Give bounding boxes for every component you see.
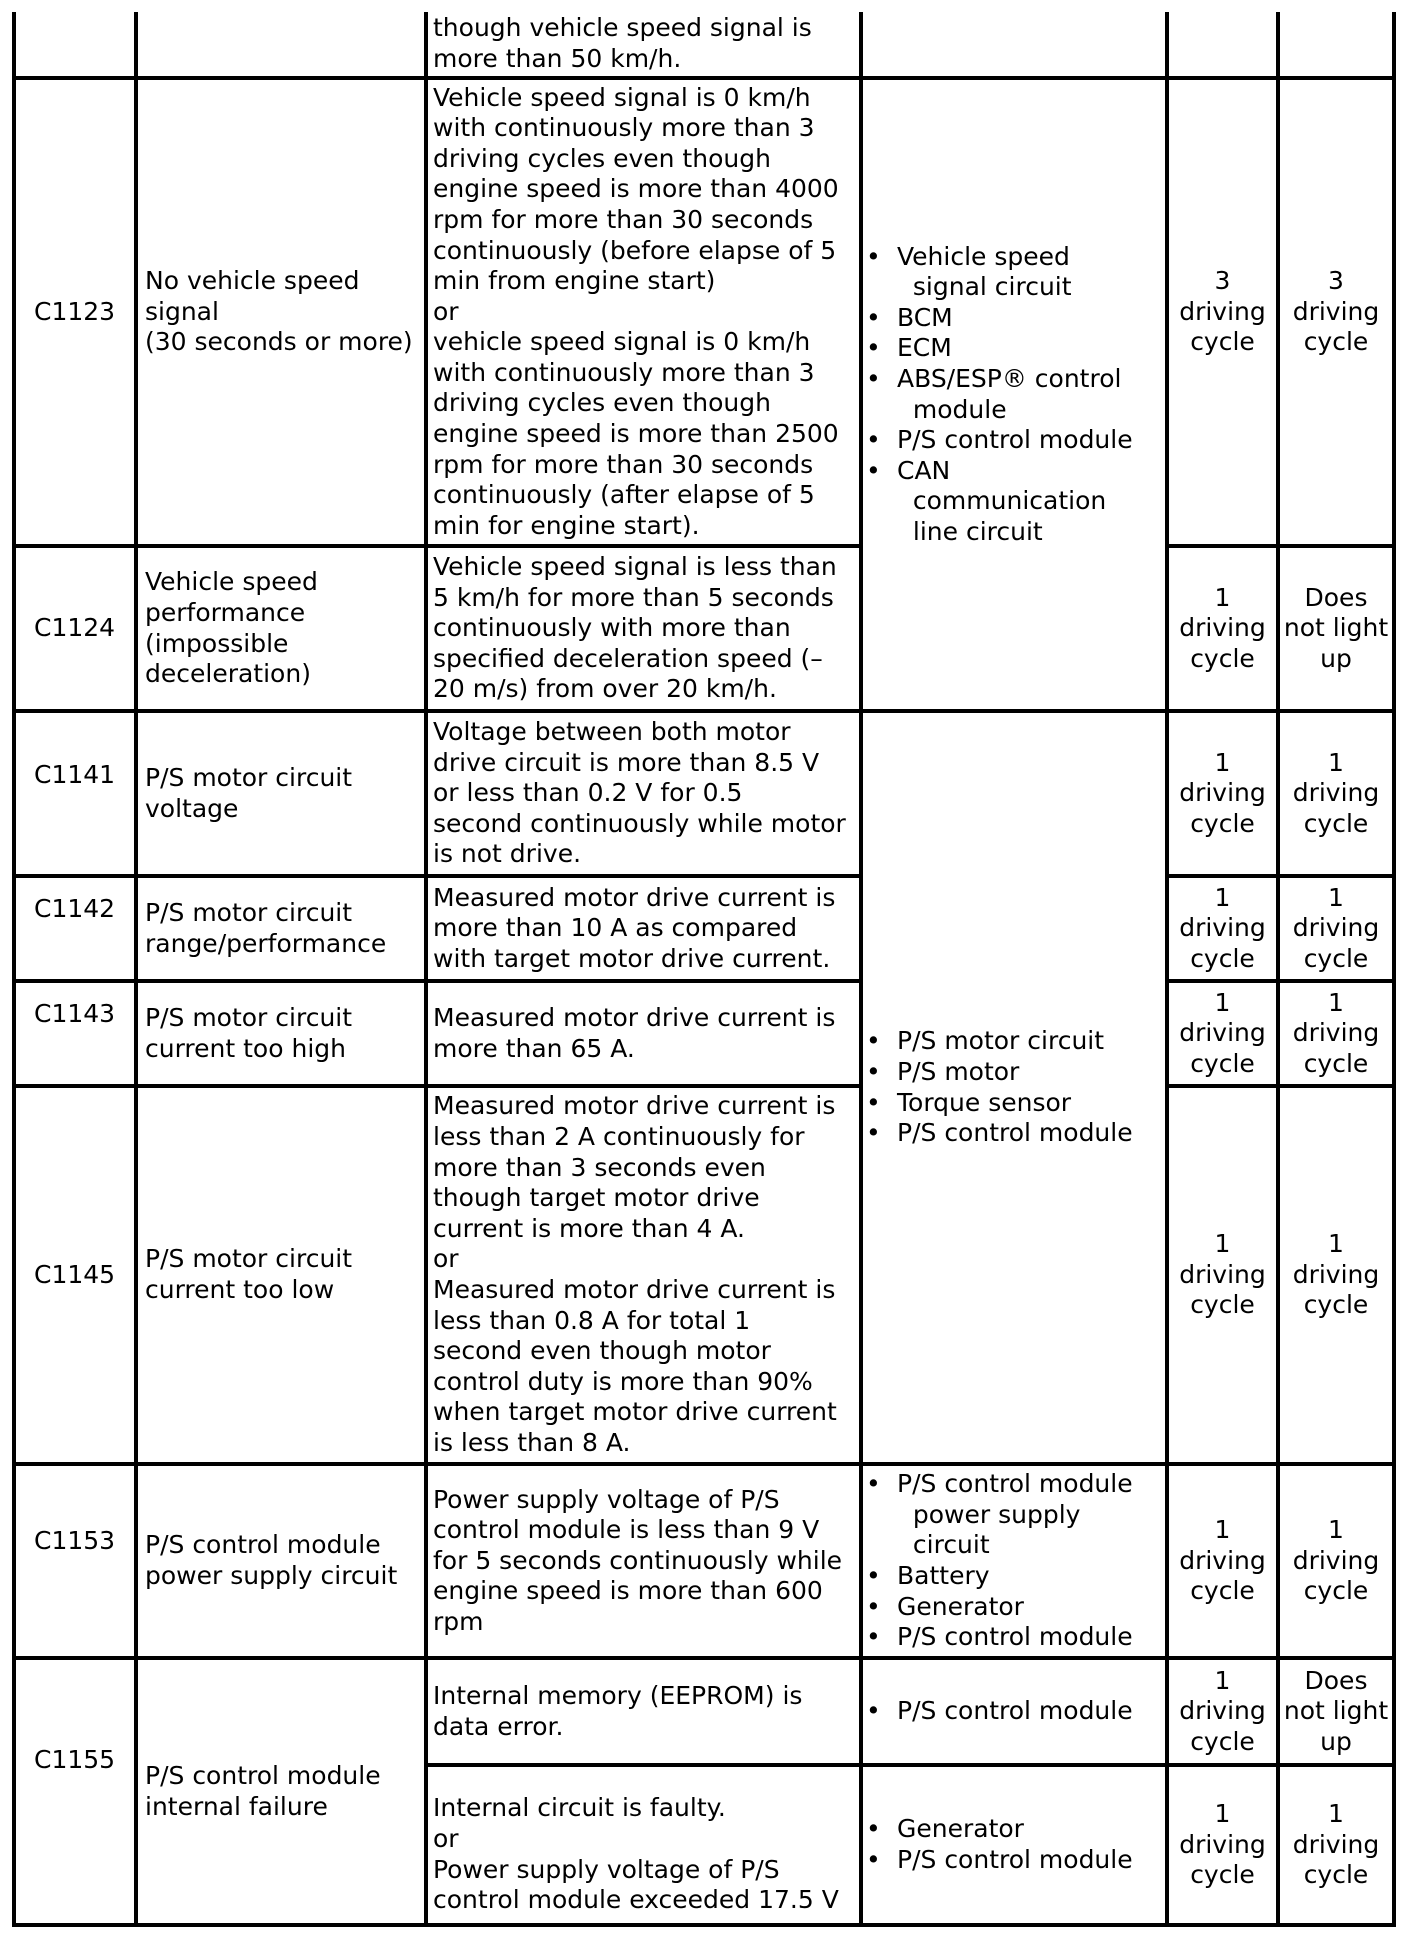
bullet-icon: •: [866, 1622, 881, 1652]
trouble-area-list: [863, 1026, 1165, 1148]
trouble-area-item: • ABS/ESP® control module: [866, 363, 1122, 424]
bullet-icon: •: [866, 333, 881, 363]
table-border-left: [12, 12, 16, 1927]
trouble-area-item: • ECM: [866, 333, 952, 363]
condition-text: Vehicle speed signal is 0 km/h with continuously more than 3 driving cycles even though engine speed is more than 4000 rpm for more than 30 seconds continuously (before elapse of 5 min from engine start) or vehicle speed signal is 0 km/h with continuously more than 3 driving cycles even though engine speed is more than 2500 rpm for more than 30 seconds continuously (after elapse of 5 min for engine start).: [433, 82, 839, 540]
col-divider: [424, 12, 428, 1927]
mil-off-value: 1 driving cycle: [1292, 1799, 1380, 1890]
bullet-icon: •: [866, 1561, 881, 1590]
condition-cell: [433, 12, 857, 76]
dtc-code-cell: [34, 80, 134, 544]
trouble-area-item: • Battery: [866, 1561, 990, 1590]
trouble-area-item: • P/S control module: [866, 1845, 1133, 1874]
mil-on-cell: [1169, 878, 1276, 979]
dtc-code-cell: [34, 548, 134, 709]
mil-on-cell: [1169, 713, 1276, 874]
mil-off-value: 3 driving cycle: [1292, 266, 1380, 357]
detecting-item: P/S control module internal failure: [145, 1760, 381, 1821]
condition-text: Measured motor drive current is more than 65 A.: [433, 1002, 836, 1063]
detecting-item-cell: [145, 1660, 424, 1923]
condition-text: though vehicle speed signal is more than 50 km/h.: [433, 13, 812, 73]
bullet-icon: •: [866, 1591, 881, 1621]
detecting-item-cell: [145, 1466, 424, 1656]
condition-cell: [433, 983, 857, 1084]
condition-text: Measured motor drive current is more than 10 A as compared with target motor drive current.: [433, 882, 836, 973]
mil-off-cell: [1280, 548, 1392, 709]
condition-cell: [433, 878, 857, 979]
bullet-icon: •: [866, 1026, 881, 1056]
trouble-area-item: • P/S motor circuit: [866, 1026, 1105, 1056]
bullet-icon: •: [866, 1814, 881, 1844]
mil-off-cell: [1280, 80, 1392, 544]
condition-cell: [433, 713, 857, 874]
trouble-area-item: • P/S motor: [866, 1056, 1020, 1086]
dtc-code-cell: [34, 983, 134, 1045]
bullet-icon: •: [866, 302, 881, 332]
col-divider: [134, 12, 138, 1927]
detecting-item: Vehicle speed performance (impossible deceleration): [145, 567, 318, 689]
mil-on-value: 1 driving cycle: [1179, 747, 1266, 838]
dtc-code: C1155: [34, 1744, 116, 1774]
detecting-item-cell: [145, 1088, 424, 1462]
condition-text: Voltage between both motor drive circuit is more than 8.5 V or less than 0.2 V for 0.5 second continuously while motor is not drive.: [433, 717, 846, 869]
table-border-bottom: [12, 1923, 1396, 1927]
trouble-area-list: [863, 1469, 1165, 1653]
detecting-item: P/S motor circuit range/performance: [145, 897, 387, 958]
trouble-area-item: • P/S control module: [866, 425, 1133, 455]
trouble-area-item: • BCM: [866, 302, 953, 332]
detecting-item-cell: [145, 548, 424, 709]
dtc-code-cell: [34, 1088, 134, 1462]
mil-off-value: Does not light up: [1283, 1665, 1389, 1756]
mil-on-cell: [1169, 1660, 1276, 1763]
detecting-item: P/S motor circuit current too low: [145, 1244, 353, 1304]
dtc-code-cell: [34, 713, 134, 838]
mil-off-cell: [1280, 983, 1392, 1084]
detecting-item: P/S motor circuit current too high: [145, 1002, 353, 1063]
dtc-code: C1141: [34, 760, 116, 790]
bullet-icon: •: [866, 1087, 881, 1117]
mil-on-cell: [1169, 80, 1276, 544]
condition-cell: [433, 1786, 857, 1923]
trouble-area-item: • Vehicle speed signal circuit: [866, 241, 1072, 302]
mil-off-value: 1 driving cycle: [1292, 747, 1380, 838]
mil-on-cell: [1169, 1767, 1276, 1923]
mil-on-value: 1 driving cycle: [1179, 987, 1266, 1078]
mil-off-cell: [1280, 713, 1392, 874]
mil-on-value: 3 driving cycle: [1179, 266, 1266, 357]
condition-text: Vehicle speed signal is less than 5 km/h for more than 5 seconds continuously with more than specified deceleration speed (– 20 m/s) from over 20 km/h.: [433, 552, 837, 704]
bullet-icon: •: [866, 363, 881, 393]
dtc-code: C1124: [34, 613, 116, 643]
mil-on-cell: [1169, 548, 1276, 709]
bullet-icon: •: [866, 1056, 881, 1086]
bullet-icon: •: [866, 1469, 881, 1499]
mil-off-value: 1 driving cycle: [1292, 987, 1380, 1078]
trouble-area-item: • P/S control module: [866, 1622, 1133, 1652]
dtc-code-cell: [34, 878, 134, 940]
mil-off-cell: [1280, 1088, 1392, 1462]
detecting-item: P/S motor circuit voltage: [145, 762, 353, 823]
condition-cell: [433, 548, 857, 709]
trouble-area-item: • Torque sensor: [866, 1087, 1072, 1117]
detecting-item: P/S control module power supply circuit: [145, 1530, 398, 1590]
mil-on-value: 1 driving cycle: [1179, 1515, 1266, 1606]
dtc-code: C1145: [34, 1259, 116, 1289]
trouble-area-list: [863, 1696, 1165, 1727]
detecting-item-cell: [145, 878, 424, 979]
condition-cell: [433, 1466, 857, 1656]
dtc-code: C1142: [34, 893, 116, 923]
bullet-icon: •: [866, 425, 881, 455]
trouble-area-item: • P/S control module power supply circuit: [866, 1469, 1133, 1560]
trouble-area-cell: [863, 80, 1165, 709]
condition-cell: [433, 1088, 857, 1462]
trouble-area-cell: [863, 713, 1165, 1462]
mil-on-cell: [1169, 983, 1276, 1084]
detecting-item-cell: [145, 983, 424, 1084]
bullet-icon: •: [866, 1696, 881, 1726]
dtc-code: C1123: [34, 296, 116, 326]
bullet-icon: •: [866, 241, 881, 271]
trouble-area-list: [863, 1814, 1165, 1875]
bullet-icon: •: [866, 1118, 881, 1148]
trouble-area-cell: [863, 1466, 1165, 1656]
trouble-area-cell: [863, 1660, 1165, 1763]
mil-off-cell: [1280, 1660, 1392, 1763]
mil-off-cell: [1280, 878, 1392, 979]
trouble-area-item: • Generator: [866, 1591, 1024, 1621]
trouble-area-item: • P/S control module: [866, 1696, 1133, 1726]
dtc-code: C1153: [34, 1525, 116, 1555]
mil-off-value: 1 driving cycle: [1292, 882, 1380, 973]
dtc-code-cell: [34, 1660, 134, 1860]
mil-off-value: 1 driving cycle: [1292, 1515, 1380, 1606]
condition-cell: [433, 80, 857, 544]
mil-on-cell: [1169, 1466, 1276, 1656]
trouble-area-list: [863, 242, 1165, 548]
mil-on-cell: [1169, 1088, 1276, 1462]
bullet-icon: •: [866, 1845, 881, 1874]
table-border-right: [1392, 12, 1396, 1927]
condition-text: Internal memory (EEPROM) is data error.: [433, 1680, 803, 1741]
mil-off-value: Does not light up: [1283, 582, 1389, 673]
mil-on-value: 1 driving cycle: [1179, 1229, 1266, 1320]
trouble-area-item: • P/S control module: [866, 1118, 1133, 1148]
mil-off-value: 1 driving cycle: [1292, 1229, 1380, 1320]
mil-off-cell: [1280, 1466, 1392, 1656]
detecting-item-cell: [145, 80, 424, 544]
mil-on-value: 1 driving cycle: [1179, 1799, 1266, 1890]
mil-on-value: 1 driving cycle: [1179, 1665, 1266, 1756]
mil-on-value: 1 driving cycle: [1179, 882, 1266, 973]
condition-text: Power supply voltage of P/S control module is less than 9 V for 5 seconds continuously while engine speed is more than 600 rpm: [433, 1484, 843, 1636]
dtc-code: C1143: [34, 998, 116, 1028]
mil-off-cell: [1280, 1767, 1392, 1923]
condition-text: Measured motor drive current is less than 2 A continuously for more than 3 seconds even though target motor drive current is more than 4 A. or Measured motor drive current is less than 0.8 A for total 1 second even though motor control duty is more than 90% when target motor drive current is less than 8 A.: [433, 1091, 837, 1457]
condition-text: Internal circuit is faulty. or Power supply voltage of P/S control module exceeded 17.5 V: [433, 1793, 839, 1915]
dtc-code-cell: [34, 1466, 134, 1616]
trouble-area-item: • Generator: [866, 1814, 1024, 1844]
trouble-area-item: • CAN communication line circuit: [866, 455, 1107, 546]
detecting-item-cell: [145, 713, 424, 874]
condition-cell: [433, 1660, 857, 1763]
detecting-item: No vehicle speed signal (30 seconds or more): [145, 266, 413, 357]
mil-on-value: 1 driving cycle: [1179, 582, 1266, 673]
trouble-area-cell: [863, 1767, 1165, 1923]
bullet-icon: •: [866, 455, 881, 485]
